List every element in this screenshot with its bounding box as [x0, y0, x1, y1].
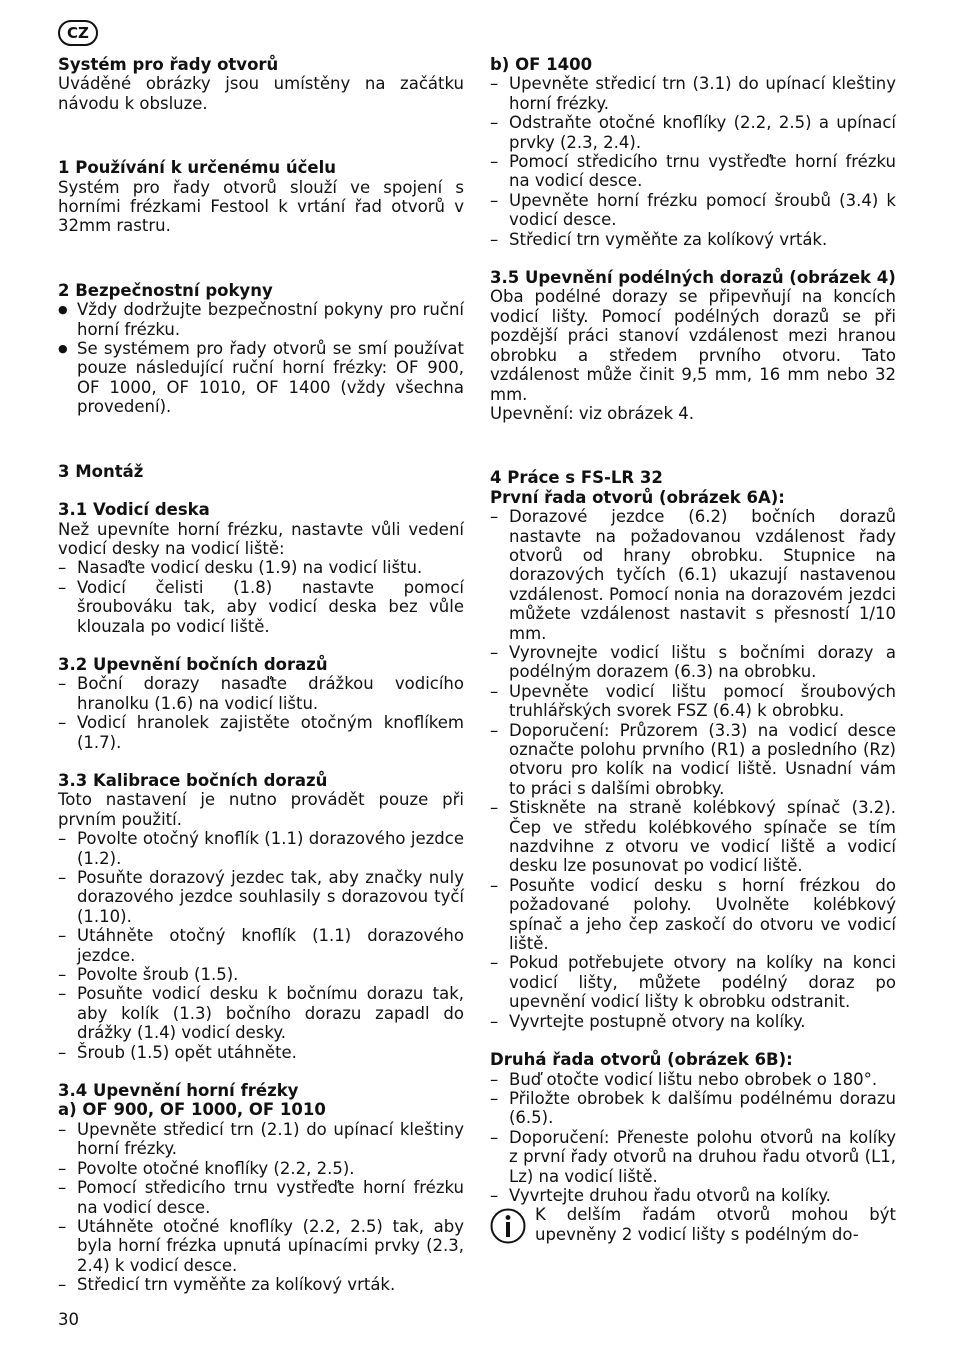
list-item: – Utáhněte otočné knoflíky (2.2, 2.5) tak, aby byla horní frézka upnutá upínacími prvky (2.3, 2.4) k vodicí desce.: [58, 1217, 464, 1275]
list-item: – Vodicí čelisti (1.8) nastavte pomocí šroubováku tak, aby vodicí deska bez vůle klouzala po vodicí liště.: [58, 578, 464, 636]
list-item: – Upevněte vodicí lištu pomocí šroubových truhlářských svorek FSZ (6.4) k obrobku.: [490, 682, 896, 721]
list-item: – Boční dorazy nasaďte drážkou vodicího hranolku (1.6) na vodicí lištu.: [58, 674, 464, 713]
list-item: – Upevněte horní frézku pomocí šroubů (3.4) k vodicí desce.: [490, 191, 896, 230]
section-3-1-list: [58, 558, 464, 636]
list-item: – Přiložte obrobek k dalšímu podélnému dorazu (6.5).: [490, 1089, 896, 1128]
list-item: – Dorazové jezdce (6.2) bočních dorazů nastavte na požadovanou vzdálenost řady otvorů od hrany obrobku. Stupnice na dorazových tyčích (6.1) ukazují nastavenou vzdálenost. Pomocí nonia na dorazovém jezdci můžete vzdálenost nastavit s přesností 1/10 mm.: [490, 507, 896, 643]
section-1-title: 1 Používání k určenému účelu: [58, 158, 337, 178]
list-item: – Odstraňte otočné knoflíky (2.2, 2.5) a upínací prvky (2.3, 2.4).: [490, 113, 896, 152]
section-1-text: Systém pro řady otvorů slouží ve spojení s horními frézkami Festool k vrtání řad otvorů v 32mm rastru.: [58, 177, 464, 236]
intro-title: Systém pro řady otvorů: [58, 55, 279, 74]
section-3-5-text: Oba podélné dorazy se připevňují na koncích vodicí lišty. Pomocí podélných dorazů se při pozdější práci stanoví vzdálenost mezi hranou obrobku a středem prvního otvoru. Tato vzdálenost může činit 9,5 mm, 16 mm nebo 32 mm.: [490, 287, 896, 404]
section-3-4-b-title: b) OF 1400: [490, 55, 593, 74]
list-item: – Pomocí středicího trnu vystřeďte horní frézku na vodicí desce.: [58, 1178, 464, 1217]
list-item: – Povolte šroub (1.5).: [58, 965, 464, 984]
language-badge: CZ: [58, 20, 98, 46]
list-item: – Upevněte středicí trn (2.1) do upínací kleštiny horní frézky.: [58, 1120, 464, 1159]
section-3-4-title: 3.4 Upevnění horní frézky: [58, 1081, 299, 1101]
list-item: – Posuňte vodicí desku s horní frézkou do požadované polohy. Uvolněte kolébkový spínač a jeho čep zaskočí do otvoru ve vodicí liště.: [490, 876, 896, 954]
list-item: – Stiskněte na straně kolébkový spínač (3.2). Čep ve středu kolébkového spínače se tím nazdvihne z otvoru ve vodicí liště a vodicí desku lze posunovat po vodicí liště.: [490, 798, 896, 876]
list-item: – Vyvrtejte postupně otvory na kolíky.: [490, 1012, 896, 1031]
section-3-5-title: 3.5 Upevnění podélných dorazů (obrázek 4): [490, 268, 896, 288]
section-3-4-a-list: [58, 1120, 464, 1295]
section-3-2-list: [58, 674, 464, 752]
list-item: – Povolte otočné knoflíky (2.2, 2.5).: [58, 1159, 464, 1178]
right-column: [490, 55, 896, 1244]
intro-text: Uváděné obrázky jsou umístěny na začátku návodu k obsluze.: [58, 74, 464, 113]
list-item: – Nasaďte vodicí desku (1.9) na vodicí lištu.: [58, 558, 464, 577]
list-item: – Šroub (1.5) opět utáhněte.: [58, 1043, 464, 1062]
section-3-5-text-2: Upevnění: viz obrázek 4.: [490, 403, 694, 423]
section-3-3-title: 3.3 Kalibrace bočních dorazů: [58, 770, 328, 790]
list-item: – Buď otočte vodicí lištu nebo obrobek o 180°.: [490, 1070, 896, 1089]
section-3-4-b-list: [490, 74, 896, 249]
first-row-title: První řada otvorů (obrázek 6A):: [490, 487, 785, 507]
list-item: – Povolte otočný knoflík (1.1) dorazového jezdce (1.2).: [58, 829, 464, 868]
list-item: – Vyvrtejte druhou řadu otvorů na kolíky.: [490, 1186, 896, 1205]
list-item: – Posuňte dorazový jezdec tak, aby značky nuly dorazového jezdce souhlasily s dorazovou tyčí (1.10).: [58, 868, 464, 926]
info-note-text: K delším řadám otvorů mohou být upevněny 2 vodicí lišty s podélným do-: [535, 1205, 896, 1244]
list-item: ● Se systémem pro řady otvorů se smí používat pouze následující ruční horní frézky: OF 900, OF 1000, OF 1010, OF 1400 (vždy všechna provedení).: [58, 339, 464, 417]
section-3-1-text: Než upevníte horní frézku, nastavte vůli vedení vodicí desky na vodicí liště:: [58, 519, 464, 558]
list-item: – Vodicí hranolek zajistěte otočným knoflíkem (1.7).: [58, 713, 464, 752]
second-row-title: Druhá řada otvorů (obrázek 6B):: [490, 1050, 793, 1070]
section-4-title: 4 Práce s FS-LR 32: [490, 468, 663, 488]
section-3-1-title: 3.1 Vodicí deska: [58, 500, 210, 520]
list-item: – Pokud potřebujete otvory na kolíky na konci vodicí lišty, můžete podélný doraz po upevnění vodicí lišty k obrobku odstranit.: [490, 953, 896, 1011]
section-3-2-title: 3.2 Upevnění bočních dorazů: [58, 654, 328, 674]
safety-list: [58, 300, 464, 416]
list-item: ● Vždy dodržujte bezpečnostní pokyny pro ruční horní frézku.: [58, 300, 464, 339]
info-note: [490, 1205, 896, 1244]
info-icon: [490, 1208, 526, 1244]
list-item: – Středicí trn vyměňte za kolíkový vrták.: [58, 1275, 464, 1294]
list-item: – Upevněte středicí trn (3.1) do upínací kleštiny horní frézky.: [490, 74, 896, 113]
list-item: – Doporučení: Přeneste polohu otvorů na kolíky z první řady otvorů na druhou řadu otvorů (L1, Lz) na vodicí liště.: [490, 1128, 896, 1186]
second-row-list: [490, 1070, 896, 1206]
page-number: 30: [58, 1310, 79, 1329]
left-column: [58, 55, 464, 1295]
list-item: – Utáhněte otočný knoflík (1.1) dorazového jezdce.: [58, 926, 464, 965]
list-item: – Posuňte vodicí desku k bočnímu dorazu tak, aby kolík (1.3) bočního dorazu zapadl do drážky (1.4) vodicí desky.: [58, 984, 464, 1042]
section-3-3-list: [58, 829, 464, 1062]
section-3-title: 3 Montáž: [58, 461, 144, 481]
list-item: – Pomocí středicího trnu vystřeďte horní frézku na vodicí desce.: [490, 152, 896, 191]
section-2-title: 2 Bezpečnostní pokyny: [58, 280, 273, 300]
list-item: – Doporučení: Průzorem (3.3) na vodicí desce označte polohu prvního (R1) a posledního (Rz) otvoru pro kolík na vodicí liště. Usnadní vám to práci s dalšími obrobky.: [490, 721, 896, 799]
section-3-3-text: Toto nastavení je nutno provádět pouze při prvním použití.: [58, 790, 464, 829]
section-3-4-a-title: a) OF 900, OF 1000, OF 1010: [58, 1100, 326, 1120]
first-row-list: [490, 507, 896, 1031]
list-item: – Vyrovnejte vodicí lištu s bočními dorazy a podélným dorazem (6.3) na obrobku.: [490, 643, 896, 682]
list-item: – Středicí trn vyměňte za kolíkový vrták.: [490, 230, 896, 249]
